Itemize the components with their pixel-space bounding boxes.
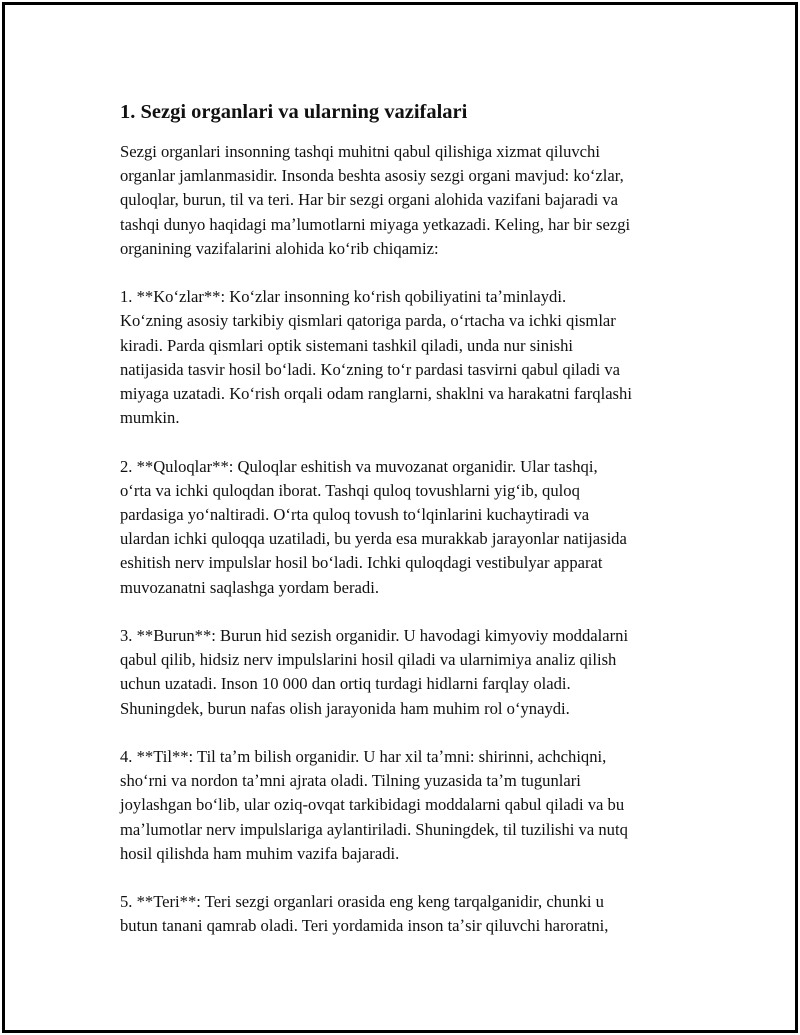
text-line: Sezgi organlari insonning tashqi muhitni qabul qilishiga xizmat qiluvchi (120, 142, 600, 161)
text-line: quloqlar, burun, til va teri. Har bir sezgi organi alohida vazifani bajaradi va (120, 190, 619, 210)
text-line: shoʻrni va nordon taʼmni ajrata oladi. Tilning yuzasida taʼm tugunlari (120, 771, 581, 791)
text-line: muvozanatni saqlashga yordam beradi. (120, 577, 379, 597)
text-line: 2. **Quloqlar**: Quloqlar eshitish va muvozanat organidir. Ular tashqi, (120, 456, 598, 476)
text-line: maʼlumotlar nerv impulslariga aylantiriladi. Shuningdek, til tuzilishi va nutq (120, 819, 628, 839)
nose-paragraph (120, 624, 700, 721)
text-line: 1. **Koʻzlar**: Koʻzlar insonning koʻrish qobiliyatini taʼminlaydi. (120, 287, 567, 307)
text-line: organining vazifalarini alohida koʻrib chiqamiz: (120, 238, 439, 258)
text-line: 4. **Til**: Til taʼm bilish organidir. U har xil taʼmni: shirinni, achchiqni, (120, 747, 607, 767)
text-line: natijasida tasvir hosil boʻladi. Koʻzning toʻr pardasi tasvirni qabul qiladi va (120, 359, 621, 379)
text-line: 5. **Teri**: Teri sezgi organlari orasida eng keng tarqalganidir, chunki u (120, 892, 604, 912)
text-line: Koʻzning asosiy tarkibiy qismlari qatoriga parda, oʻrtacha va ichki qismlar (120, 311, 616, 331)
text-line: uchun uzatadi. Inson 10 000 dan ortiq turdagi hidlarni farqlay oladi. (120, 674, 571, 694)
text-line: qabul qilib, hidsiz nerv impulslarini hosil qiladi va ularnimiya analiz qilish (120, 650, 617, 670)
text-line: organlar jamlanmasidir. Insonda beshta asosiy sezgi organi mavjud: koʻzlar, (120, 166, 624, 186)
text-line: eshitish nerv impulslar hosil boʻladi. Ichki quloqdagi vestibulyar apparat (120, 553, 603, 573)
skin-paragraph (120, 890, 700, 938)
eyes-paragraph (120, 285, 700, 430)
text-line: oʻrta va ichki quloqdan iborat. Tashqi quloq tovushlarni yigʻib, quloq (120, 480, 580, 500)
text-line: hosil qilishda ham muhim vazifa bajaradi. (120, 843, 400, 863)
text-line: 3. **Burun**: Burun hid sezish organidir. U havodagi kimyoviy moddalarni (120, 626, 629, 646)
text-line: butun tanani qamrab oladi. Teri yordamida inson taʼsir qiluvchi haroratni, (120, 916, 609, 936)
text-line: pardasiga yoʻnaltiradi. Oʻrta quloq tovush toʻlqinlarini kuchaytiradi va (120, 505, 590, 525)
text-line: mumkin. (120, 408, 180, 428)
document-title: 1. Sezgi organlari va ularning vazifalari (120, 101, 468, 123)
tongue-paragraph (120, 745, 700, 866)
document-body (120, 98, 700, 939)
text-line: tashqi dunyo haqidagi maʼlumotlarni miyaga yetkazadi. Keling, har bir sezgi (120, 214, 631, 234)
text-line: joylashgan boʻlib, ular oziq-ovqat tarkibidagi moddalarni qabul qiladi va bu (120, 795, 625, 815)
page-frame (2, 2, 798, 1033)
text-line: ulardan ichki quloqqa uzatiladi, bu yerda esa murakkab jarayonlar natijasida (120, 529, 627, 549)
text-line: kiradi. Parda qismlari optik sistemani tashkil qiladi, unda nur sinishi (120, 335, 574, 355)
ears-paragraph (120, 455, 700, 600)
intro-paragraph (120, 140, 700, 261)
text-line: miyaga uzatadi. Koʻrish orqali odam ranglarni, shaklni va harakatni farqlashi (120, 384, 632, 404)
text-line: Shuningdek, burun nafas olish jarayonida ham muhim rol oʻynaydi. (120, 698, 570, 718)
